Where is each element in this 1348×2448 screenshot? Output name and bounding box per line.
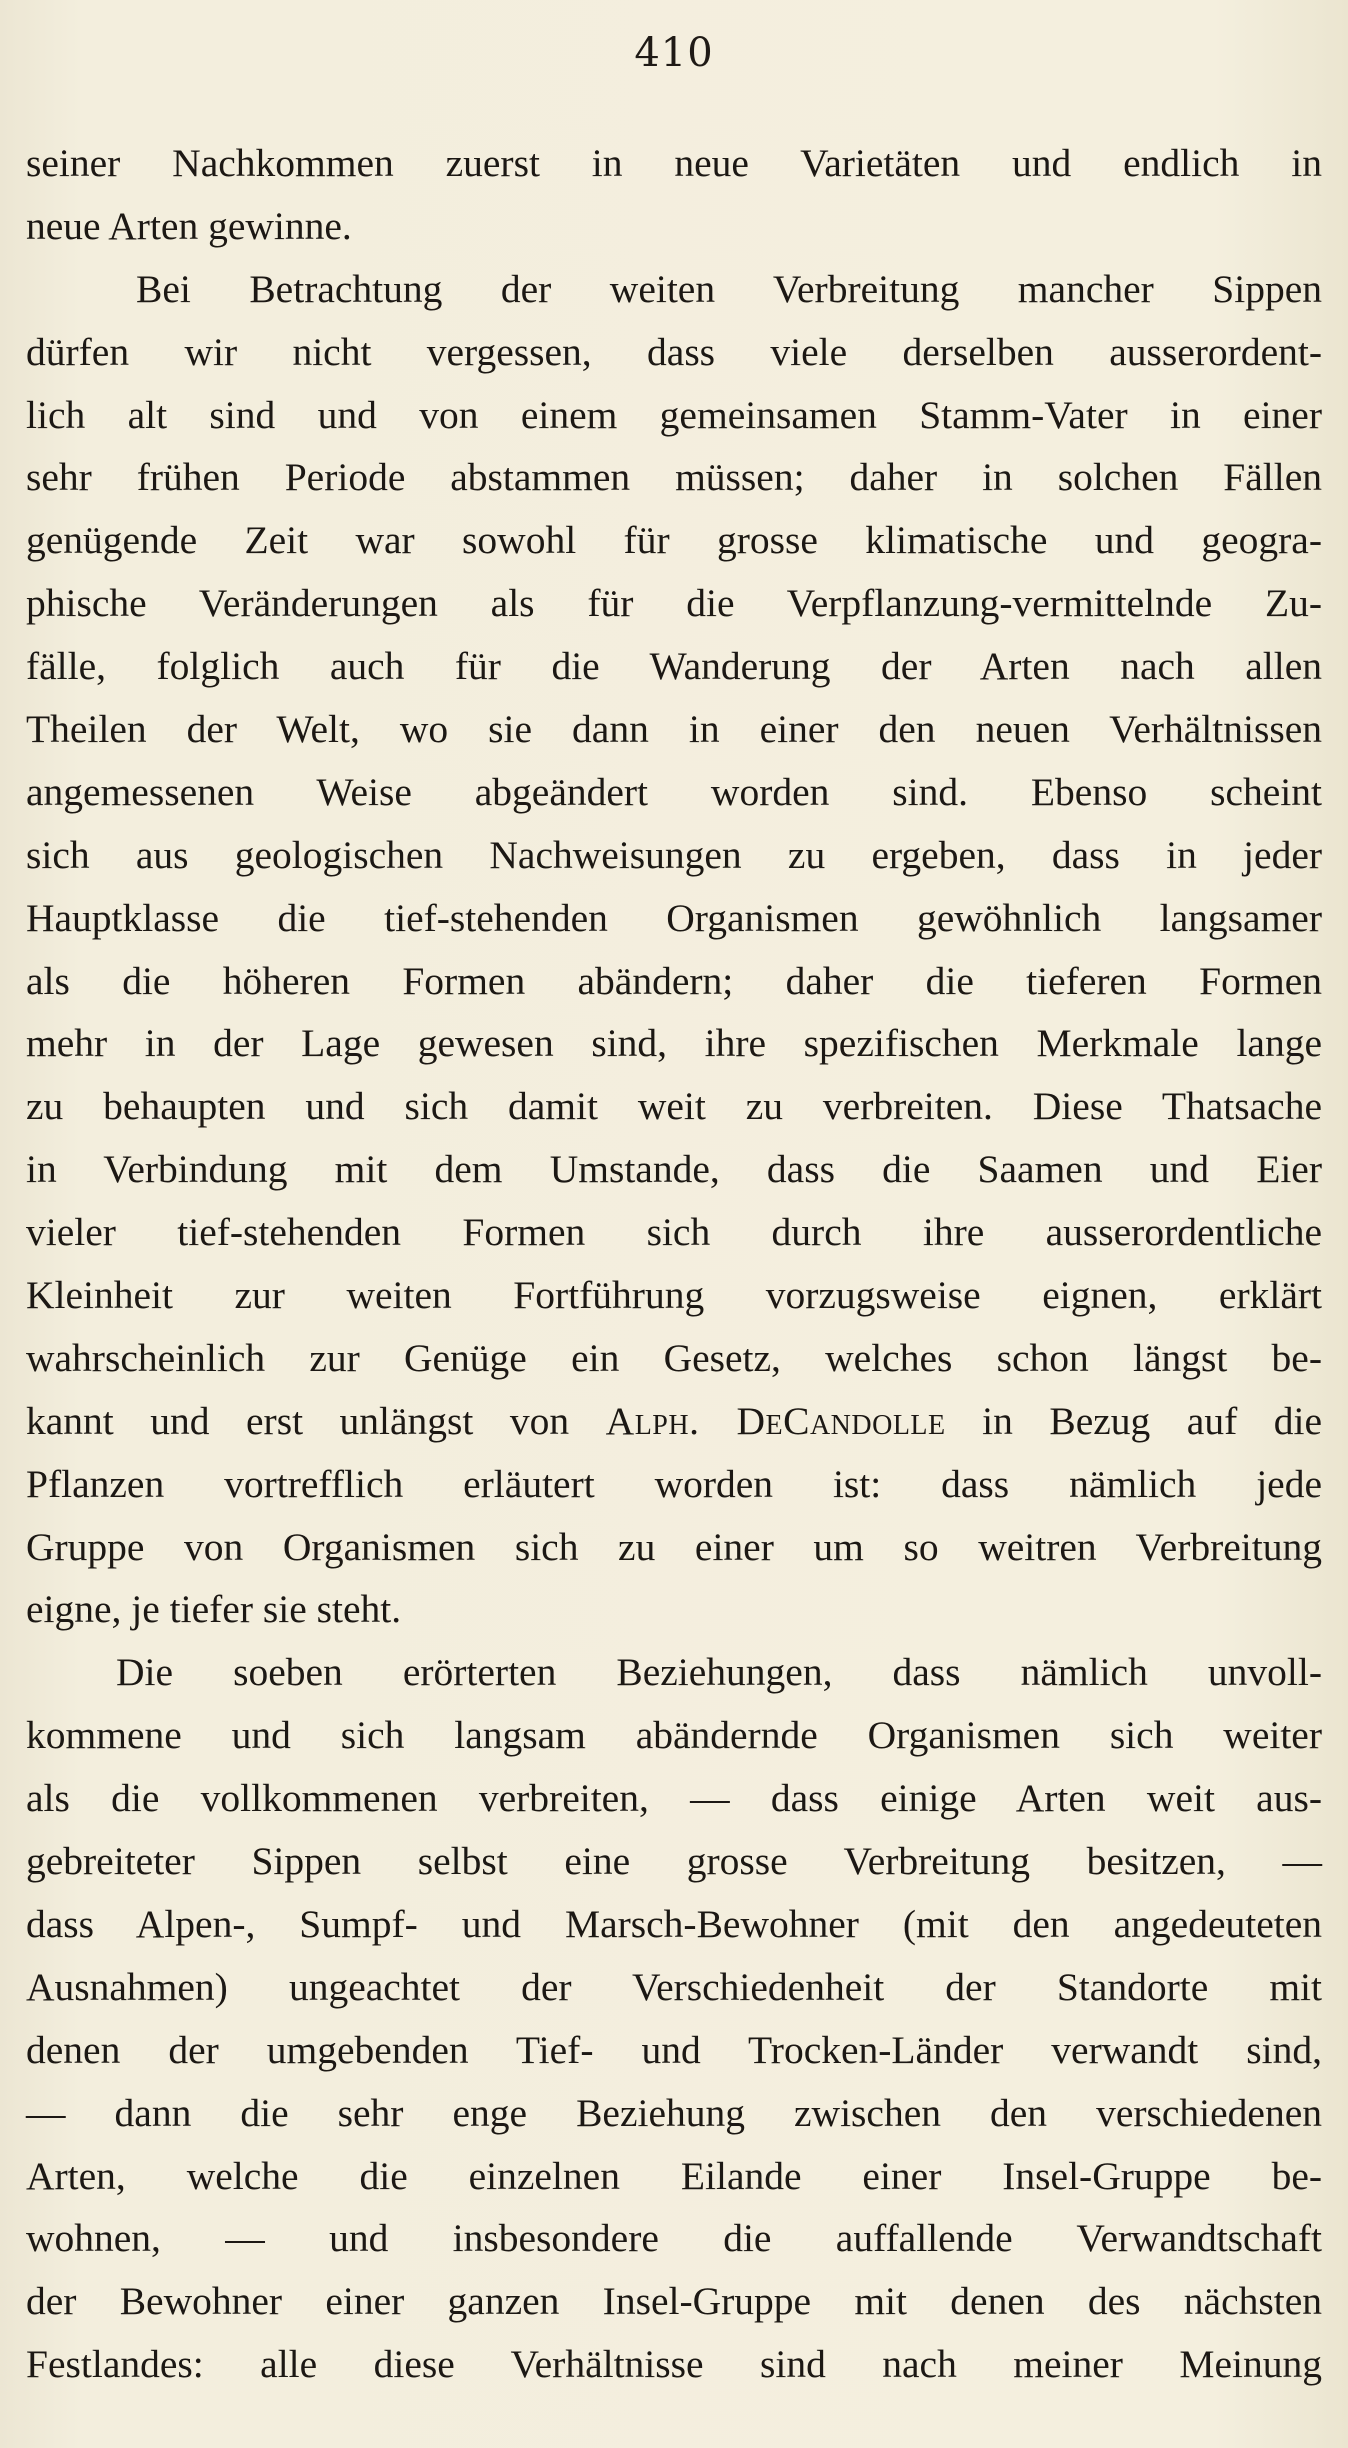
text-line-21-end: in Bezug auf die	[945, 1398, 1323, 1443]
text-line-9: fälle, folglich auch für die Wanderung der Arten nach allen	[26, 644, 1322, 689]
text-line-30: Ausnahmen) ungeachtet der Verschiedenheit der Standorte mit	[26, 1964, 1322, 2009]
text-line-7: genügende Zeit war sowohl für grosse klimatische und geogra-	[26, 518, 1322, 563]
text-line-13: Hauptklasse die tief-stehenden Organismen gewöhnlich langsamer	[26, 895, 1322, 940]
text-line-3: Bei Betrachtung der weiten Verbreitung mancher Sippen	[136, 266, 1322, 311]
text-line-25: Die soeben erörterten Beziehungen, dass nämlich unvoll-	[116, 1650, 1322, 1695]
text-line-34: wohnen, — und insbesondere die auffallende Verwandtschaft	[26, 2216, 1322, 2261]
text-line-32: — dann die sehr enge Beziehung zwischen den verschiedenen	[26, 2090, 1322, 2135]
text-line-27: als die vollkommenen verbreiten, — dass einige Arten weit aus-	[26, 1776, 1322, 1821]
text-line-14: als die höheren Formen abändern; daher die tieferen Formen	[26, 958, 1322, 1003]
text-line-12: sich aus geologischen Nachweisungen zu ergeben, dass in jeder	[26, 832, 1322, 877]
text-line-11: angemessenen Weise abgeändert worden sind. Ebenso scheint	[26, 769, 1322, 814]
text-line-28: gebreiteter Sippen selbst eine grosse Verbreitung besitzen, —	[26, 1839, 1322, 1884]
text-line-29: dass Alpen-, Sumpf- und Marsch-Bewohner (mit den angedeuteten	[26, 1901, 1322, 1946]
body-text	[26, 132, 1322, 2396]
text-line-15: mehr in der Lage gewesen sind, ihre spezifischen Merkmale lange	[26, 1021, 1322, 1066]
text-line-4: dürfen wir nicht vergessen, dass viele derselben ausserordent-	[26, 329, 1322, 374]
text-line-8: phische Veränderungen als für die Verpflanzung-vermittelnde Zu-	[26, 581, 1322, 626]
author-name: Alph. DeCandolle	[605, 1398, 946, 1443]
text-line-22: Pflanzen vortrefflich erläutert worden ist: dass nämlich jede	[26, 1461, 1322, 1506]
text-line-21-start: kannt und erst unlängst von	[26, 1398, 606, 1443]
text-line-5: lich alt sind und von einem gemeinsamen Stamm-Vater in einer	[26, 392, 1322, 437]
text-line-33: Arten, welche die einzelnen Eilande einer Insel-Gruppe be-	[26, 2153, 1322, 2198]
text-line-6: sehr frühen Periode abstammen müssen; daher in solchen Fällen	[26, 455, 1322, 500]
text-line-2: neue Arten gewinne.	[26, 203, 352, 248]
text-line-24: eigne, je tiefer sie steht.	[26, 1587, 402, 1632]
text-line-16: zu behaupten und sich damit weit zu verbreiten. Diese Thatsache	[26, 1084, 1322, 1129]
text-line-1: seiner Nachkommen zuerst in neue Varietäten und endlich in	[26, 141, 1322, 185]
text-line-35: der Bewohner einer ganzen Insel-Gruppe mit denen des nächsten	[26, 2279, 1322, 2324]
text-line-36: Festlandes: alle diese Verhältnisse sind nach meiner Meinung	[26, 2342, 1322, 2387]
text-line-21	[26, 1390, 1322, 1453]
text-line-23: Gruppe von Organismen sich zu einer um so weitren Verbreitung	[26, 1524, 1322, 1569]
text-line-31: denen der umgebenden Tief- und Trocken-Länder verwandt sind,	[26, 2027, 1322, 2072]
page-number: 410	[634, 30, 714, 76]
text-line-17: in Verbindung mit dem Umstande, dass die Saamen und Eier	[26, 1147, 1322, 1192]
text-line-10: Theilen der Welt, wo sie dann in einer den neuen Verhältnissen	[26, 707, 1322, 752]
text-line-26: kommene und sich langsam abändernde Organismen sich weiter	[26, 1713, 1322, 1758]
text-line-20: wahrscheinlich zur Genüge ein Gesetz, welches schon längst be-	[26, 1335, 1322, 1380]
text-line-19: Kleinheit zur weiten Fortführung vorzugsweise eignen, erklärt	[26, 1273, 1322, 1318]
text-line-18: vieler tief-stehenden Formen sich durch ihre ausserordentliche	[26, 1210, 1322, 1255]
